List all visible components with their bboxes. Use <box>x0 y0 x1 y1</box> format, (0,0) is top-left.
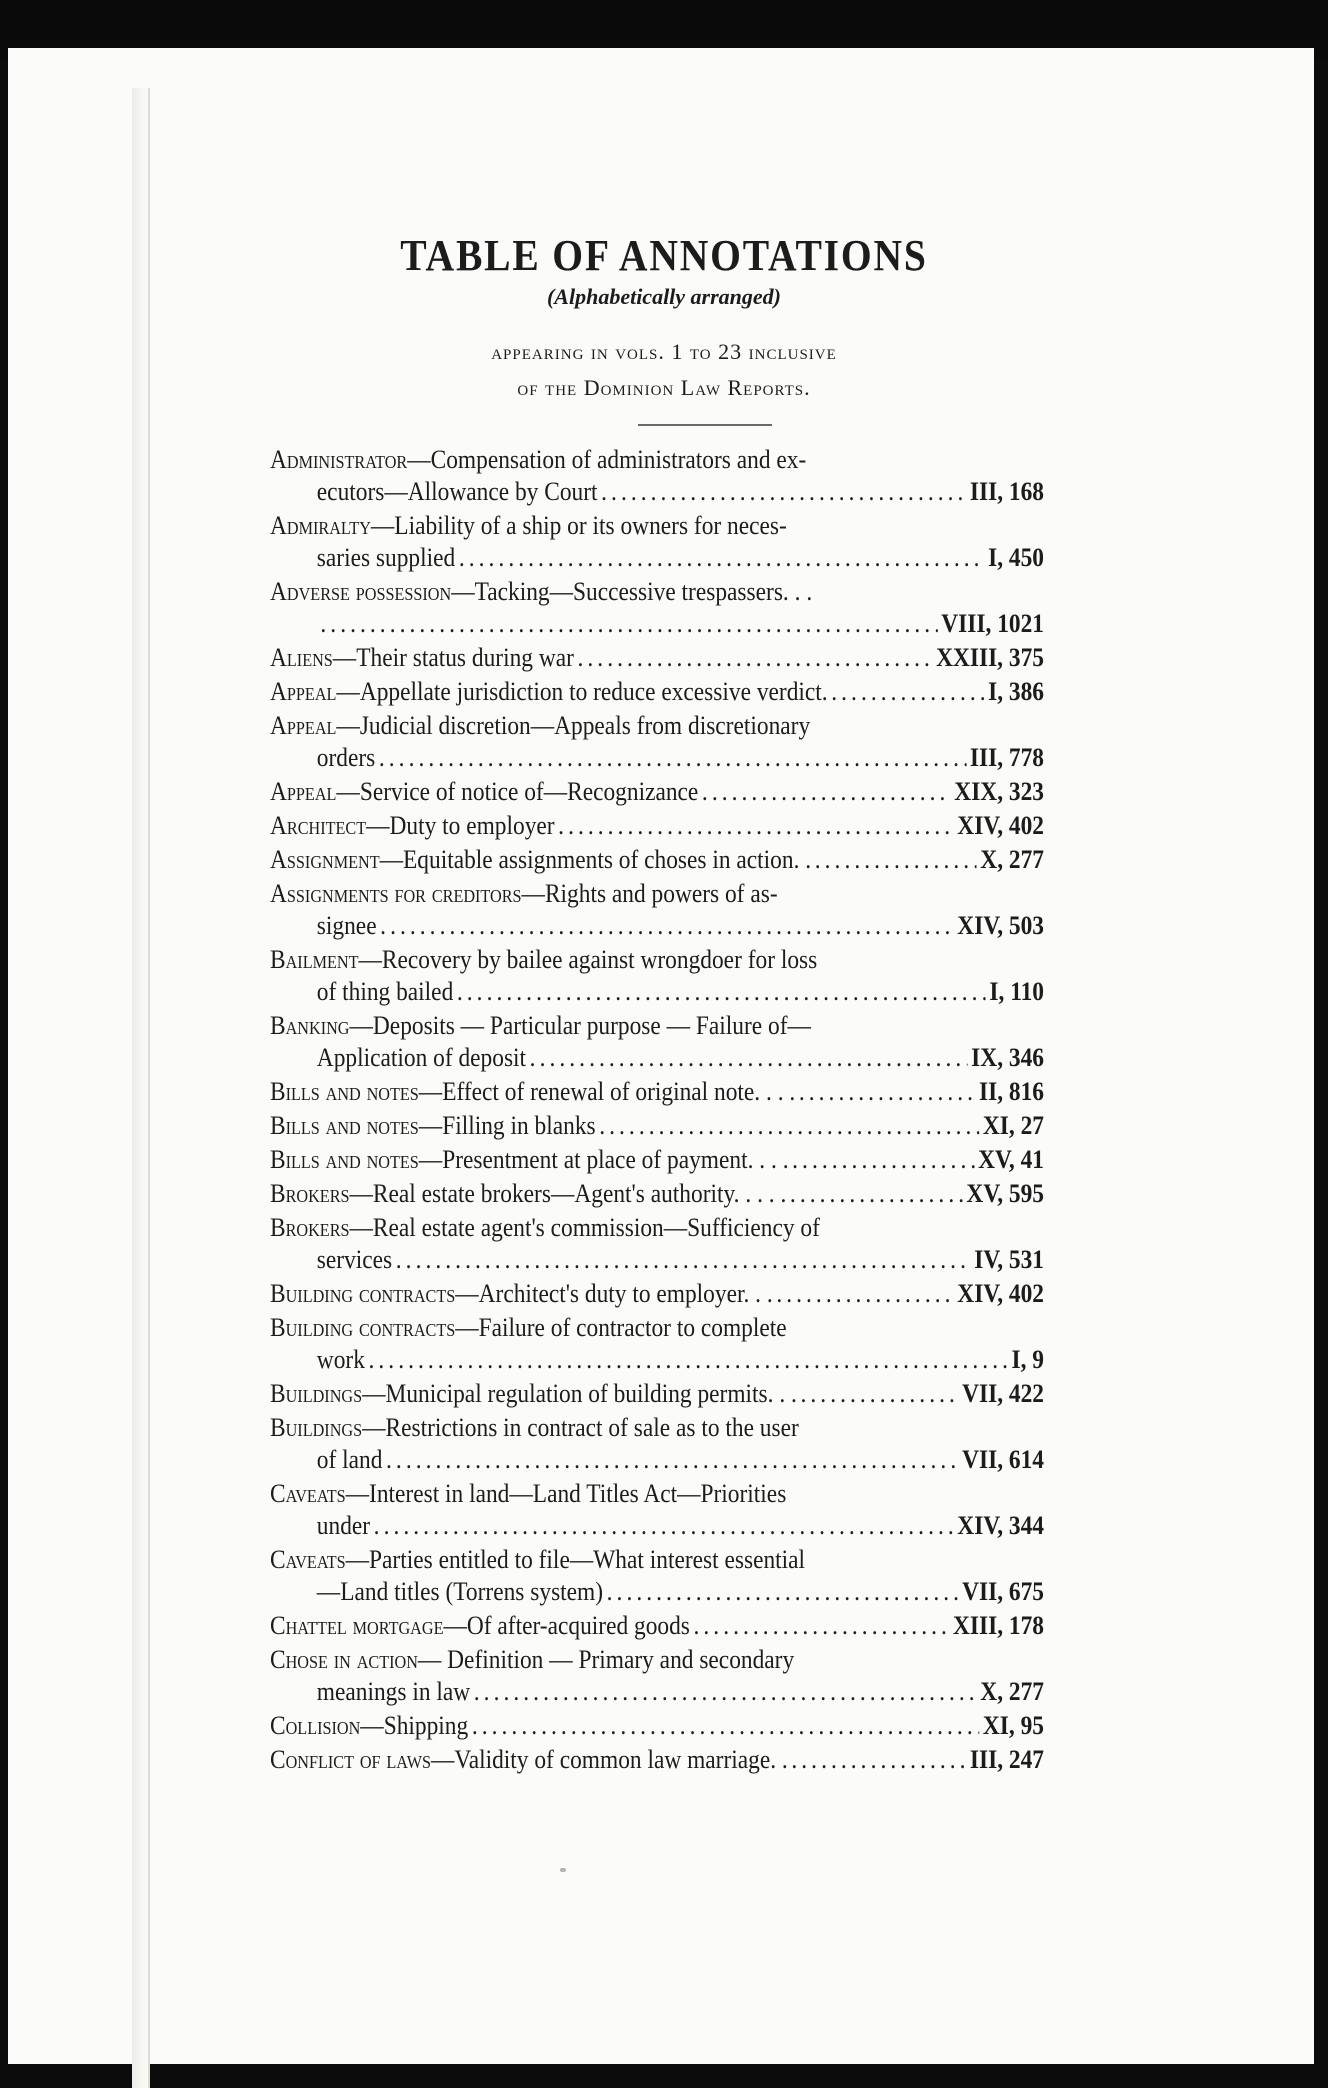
entry-first-line <box>270 1312 1044 1344</box>
dot-leader <box>472 1710 979 1742</box>
appearing-line-1: appearing in vols. 1 to 23 inclusive <box>491 339 837 364</box>
entry-first-line <box>270 844 1044 876</box>
dot-leader <box>380 910 954 942</box>
entry-first-line <box>270 1710 1044 1742</box>
entry-first-line <box>270 1544 1044 1576</box>
dot-leader <box>578 642 933 674</box>
annotation-entry <box>270 1076 1044 1108</box>
entry-text: services <box>316 1245 393 1274</box>
entry-first-line <box>270 878 1044 910</box>
entry-first-line <box>270 1378 1044 1410</box>
volume-page-ref: VII, 614 <box>962 1445 1044 1474</box>
entry-first-line <box>270 1178 1044 1210</box>
annotation-entry <box>270 844 1044 876</box>
page-subtitle: (Alphabetically arranged) <box>546 284 782 309</box>
dot-leader <box>320 608 937 640</box>
entry-first-line <box>270 1278 1044 1310</box>
entry-subject: Brokers <box>270 1213 350 1242</box>
volume-page-ref: XIV, 344 <box>957 1511 1044 1540</box>
entry-text: —Of after-acquired goods <box>443 1611 690 1640</box>
entry-text: —Municipal regulation of building permits. . . <box>362 1379 797 1408</box>
title-rule <box>638 424 772 426</box>
entry-text: —Filling in blanks <box>418 1111 596 1140</box>
dot-leader <box>792 1144 974 1176</box>
dot-leader <box>776 1278 953 1310</box>
volume-page-ref: XIII, 178 <box>952 1611 1044 1640</box>
entry-text: —Failure of contractor to complete <box>455 1313 787 1342</box>
dot-leader <box>815 844 977 876</box>
entry-first-line <box>270 642 1044 674</box>
annotation-entry <box>270 944 1044 1008</box>
annotation-entry <box>270 1610 1044 1642</box>
volume-page-ref: III, 247 <box>969 1745 1044 1774</box>
annotation-entry <box>270 1144 1044 1176</box>
entry-continuation-line <box>270 1676 1044 1708</box>
annotation-entry <box>270 1212 1044 1276</box>
entry-subject: Admiralty <box>270 511 371 540</box>
entry-text: orders <box>316 743 376 772</box>
entry-text: —Their status during war <box>332 643 574 672</box>
entry-text: —Real estate agent's commission—Sufficiency of <box>349 1213 820 1242</box>
dot-leader <box>379 742 966 774</box>
entry-continuation-line <box>270 1576 1044 1608</box>
entry-text: —Land titles (Torrens system) <box>316 1577 604 1606</box>
annotation-entry <box>270 642 1044 674</box>
entry-first-line <box>270 1478 1044 1510</box>
entry-subject: Appeal <box>270 677 337 706</box>
entry-text: —Compensation of administrators and ex- <box>407 445 807 474</box>
entry-subject: Buildings <box>270 1379 363 1408</box>
volume-page-ref: XIV, 402 <box>957 811 1044 840</box>
annotation-entry <box>270 1378 1044 1410</box>
entry-first-line <box>270 776 1044 808</box>
entry-first-line <box>270 944 1044 976</box>
entry-text: —Equitable assignments of choses in action. . <box>379 845 812 874</box>
entry-text: signee <box>316 911 377 940</box>
entry-subject: Conflict of laws <box>270 1745 432 1774</box>
annotation-entry <box>270 676 1044 708</box>
annotation-entry <box>270 810 1044 842</box>
volume-page-ref: III, 778 <box>969 743 1044 772</box>
entry-continuation-line <box>270 910 1044 942</box>
volume-page-ref: XXIII, 375 <box>936 643 1044 672</box>
volume-page-ref: II, 816 <box>978 1077 1044 1106</box>
annotation-entry <box>270 710 1044 774</box>
dot-leader <box>791 1744 966 1776</box>
entry-text: —Tacking—Successive trespassers. . . <box>451 577 813 606</box>
volume-page-ref: XIX, 323 <box>954 777 1044 806</box>
entry-first-line <box>270 576 1044 608</box>
entry-subject: Chattel mortgage <box>270 1611 444 1640</box>
appearing-line-2: of the Dominion Law Reports. <box>517 375 811 400</box>
volume-page-ref: IV, 531 <box>974 1245 1044 1274</box>
annotation-entry <box>270 1644 1044 1708</box>
volume-page-ref: III, 168 <box>969 477 1044 506</box>
annotation-entry <box>270 1278 1044 1310</box>
volume-page-ref: XI, 27 <box>982 1111 1044 1140</box>
volume-page-ref: VII, 675 <box>962 1577 1044 1606</box>
dot-leader <box>599 1110 979 1142</box>
volume-page-ref: X, 277 <box>980 845 1044 874</box>
annotation-entry <box>270 1010 1044 1074</box>
entry-text: —Presentment at place of payment. . . . <box>418 1145 789 1174</box>
entry-first-line <box>270 510 1044 542</box>
dot-leader <box>368 1344 1007 1376</box>
entry-continuation-line <box>270 1510 1044 1542</box>
entry-first-line <box>270 1144 1044 1176</box>
entry-continuation-line <box>270 1042 1044 1074</box>
dot-leader <box>374 1510 954 1542</box>
entry-text: — Definition — Primary and secondary <box>417 1645 795 1674</box>
entry-text: —Shipping <box>360 1711 469 1740</box>
page-speck <box>560 1868 566 1872</box>
annotation-entry <box>270 576 1044 640</box>
volume-page-ref: I, 386 <box>988 677 1044 706</box>
volume-page-ref: I, 9 <box>1011 1345 1044 1374</box>
entry-continuation-line <box>270 476 1044 508</box>
entry-subject: Collision <box>270 1711 361 1740</box>
entry-text: under <box>316 1511 371 1540</box>
entry-subject: Architect <box>270 811 367 840</box>
annotation-entry <box>270 1710 1044 1742</box>
dot-leader <box>799 1076 976 1108</box>
entry-continuation-line <box>270 742 1044 774</box>
entry-text: —Recovery by bailee against wrongdoer for loss <box>358 945 818 974</box>
entry-first-line <box>270 710 1044 742</box>
dot-leader <box>694 1610 950 1642</box>
entry-subject: Bills and notes <box>270 1111 419 1140</box>
entry-subject: Adverse possession <box>270 577 452 606</box>
entry-first-line <box>270 444 1044 476</box>
entry-subject: Building contracts <box>270 1313 456 1342</box>
volume-page-ref: I, 110 <box>989 977 1044 1006</box>
entry-text: —Validity of common law marriage. . <box>431 1745 788 1774</box>
entry-subject: Appeal <box>270 777 337 806</box>
entry-text: work <box>316 1345 365 1374</box>
entry-continuation-line <box>270 1244 1044 1276</box>
entry-first-line <box>270 676 1044 708</box>
entry-text: —Service of notice of—Recognizance <box>336 777 699 806</box>
entry-continuation-line <box>270 608 1044 640</box>
volume-page-ref: XIV, 503 <box>957 911 1044 940</box>
entry-text: —Parties entitled to file—What interest essential <box>345 1545 806 1574</box>
entry-text: —Deposits — Particular purpose — Failure of— <box>349 1011 811 1040</box>
annotation-entry <box>270 1478 1044 1542</box>
entry-text: of land <box>316 1445 383 1474</box>
dot-leader <box>601 476 966 508</box>
annotation-list <box>270 444 1044 1778</box>
entry-subject: Building contracts <box>270 1279 456 1308</box>
entry-first-line <box>270 1610 1044 1642</box>
entry-text: ecutors—Allowance by Court <box>316 477 598 506</box>
entry-subject: Appeal <box>270 711 337 740</box>
entry-text: —Rights and powers of as- <box>521 879 778 908</box>
entry-subject: Buildings <box>270 1413 363 1442</box>
entry-text: —Effect of renewal of original note. . . . <box>418 1077 796 1106</box>
entry-text: —Judicial discretion—Appeals from discretionary <box>336 711 811 740</box>
entry-text: —Liability of a ship or its owners for neces- <box>370 511 787 540</box>
volume-page-ref: X, 277 <box>980 1677 1044 1706</box>
entry-subject: Bailment <box>270 945 359 974</box>
entry-continuation-line <box>270 1444 1044 1476</box>
volume-page-ref: XI, 95 <box>982 1711 1044 1740</box>
entry-subject: Bills and notes <box>270 1145 419 1174</box>
entry-subject: Administrator <box>270 445 408 474</box>
dot-leader <box>396 1244 971 1276</box>
volume-page-ref: XIV, 402 <box>957 1279 1044 1308</box>
annotation-entry <box>270 776 1044 808</box>
page-title: TABLE OF ANNOTATIONS <box>400 231 928 280</box>
dot-leader <box>790 1178 963 1210</box>
entry-subject: Assignment <box>270 845 380 874</box>
dot-leader <box>474 1676 977 1708</box>
dot-leader <box>831 676 984 708</box>
dot-leader <box>558 810 954 842</box>
entry-first-line <box>270 1076 1044 1108</box>
dot-leader <box>801 1378 959 1410</box>
entry-continuation-line <box>270 542 1044 574</box>
entry-text: meanings in law <box>316 1677 471 1706</box>
entry-first-line <box>270 1110 1044 1142</box>
entry-text: —Restrictions in contract of sale as to the user <box>362 1413 799 1442</box>
entry-subject: Caveats <box>270 1545 346 1574</box>
entry-text: —Architect's duty to employer. . . <box>455 1279 773 1308</box>
dot-leader <box>386 1444 958 1476</box>
entry-first-line <box>270 1212 1044 1244</box>
annotation-entry <box>270 1744 1044 1776</box>
entry-text: —Appellate jurisdiction to reduce excessive verdict. <box>336 677 828 706</box>
annotation-entry <box>270 1110 1044 1142</box>
entry-first-line <box>270 810 1044 842</box>
entry-first-line <box>270 1744 1044 1776</box>
entry-subject: Assignments for creditors <box>270 879 522 908</box>
annotation-entry <box>270 1178 1044 1210</box>
volume-page-ref: XV, 595 <box>966 1179 1044 1208</box>
dot-leader <box>530 1042 968 1074</box>
entry-subject: Brokers <box>270 1179 350 1208</box>
entry-text: —Interest in land—Land Titles Act—Priorities <box>345 1479 787 1508</box>
entry-subject: Banking <box>270 1011 350 1040</box>
entry-text: Application of deposit <box>316 1043 527 1072</box>
annotation-entry <box>270 1312 1044 1376</box>
appearing-note <box>0 334 1328 406</box>
volume-page-ref: VIII, 1021 <box>941 609 1044 638</box>
annotation-entry <box>270 878 1044 942</box>
entry-text: —Duty to employer <box>366 811 555 840</box>
entry-subject: Chose in action <box>270 1645 418 1674</box>
entry-subject: Aliens <box>270 643 333 672</box>
entry-first-line <box>270 1644 1044 1676</box>
annotation-entry <box>270 1412 1044 1476</box>
entry-first-line <box>270 1010 1044 1042</box>
entry-text: of thing bailed <box>316 977 454 1006</box>
volume-page-ref: XV, 41 <box>978 1145 1044 1174</box>
dot-leader <box>607 1576 959 1608</box>
volume-page-ref: IX, 346 <box>971 1043 1044 1072</box>
volume-page-ref: VII, 422 <box>962 1379 1044 1408</box>
volume-page-ref: I, 450 <box>988 543 1044 572</box>
dot-leader <box>459 542 985 574</box>
dot-leader <box>702 776 951 808</box>
annotation-entry <box>270 1544 1044 1608</box>
entry-first-line <box>270 1412 1044 1444</box>
entry-subject: Caveats <box>270 1479 346 1508</box>
entry-subject: Bills and notes <box>270 1077 419 1106</box>
entry-continuation-line <box>270 1344 1044 1376</box>
annotation-entry <box>270 444 1044 508</box>
entry-text: —Real estate brokers—Agent's authority. . . . . <box>349 1179 787 1208</box>
entry-continuation-line <box>270 976 1044 1008</box>
annotation-entry <box>270 510 1044 574</box>
entry-text: saries supplied <box>316 543 456 572</box>
dot-leader <box>457 976 986 1008</box>
